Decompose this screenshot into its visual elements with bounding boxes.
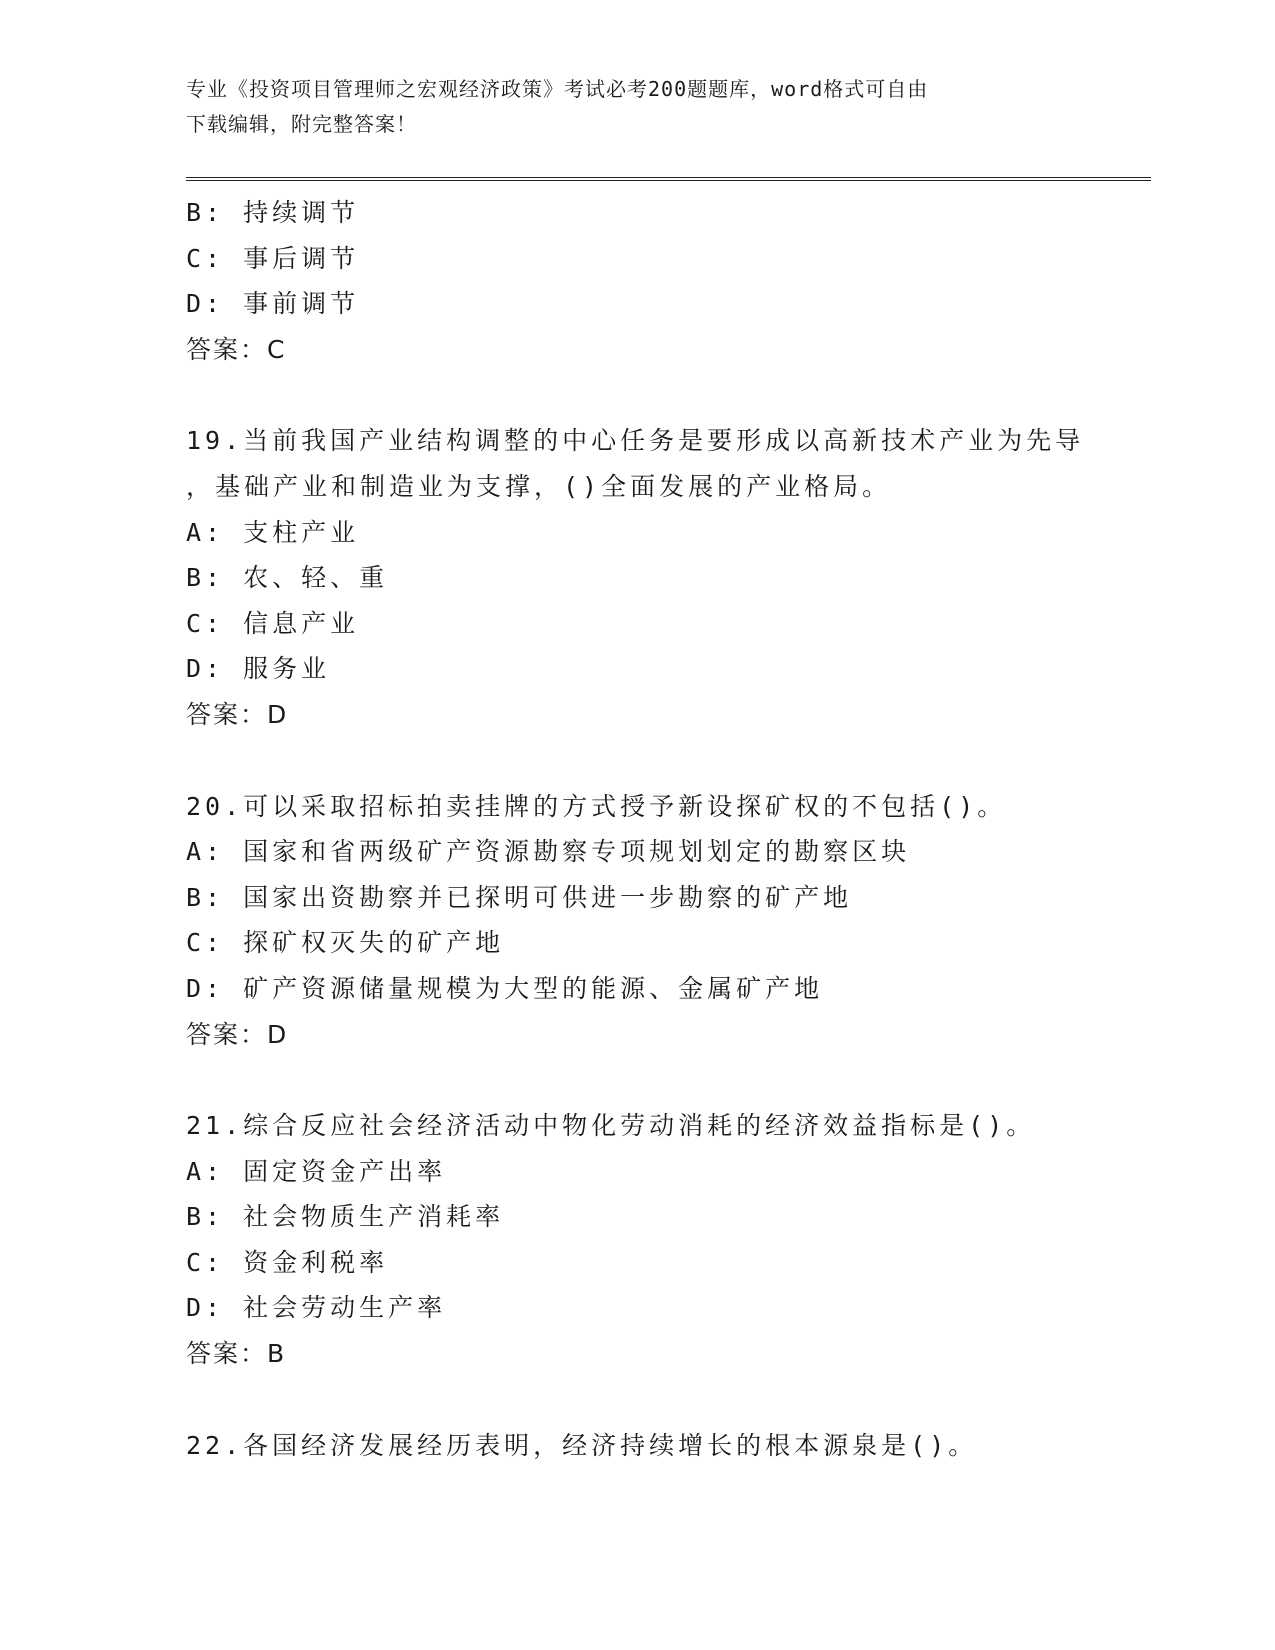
- answer-line: 答案：C: [186, 334, 287, 364]
- question-list: [186, 190, 1151, 1468]
- question-stem: 20.可以采取招标拍卖挂牌的方式授予新设探矿权的不包括()。: [186, 791, 1007, 821]
- question-21: [186, 1103, 1151, 1377]
- question-19: [186, 418, 1151, 737]
- option-a: A: 国家和省两级矿产资源勘察专项规划划定的勘察区块: [186, 837, 911, 867]
- option-d: D: 服务业: [186, 654, 331, 684]
- option-c: C: 探矿权灭失的矿产地: [186, 928, 505, 958]
- option-b: B: 持续调节: [186, 198, 360, 227]
- document-header: [186, 72, 1086, 142]
- header-line: 专业《投资项目管理师之宏观经济政策》考试必考200题题库，word格式可自由: [186, 77, 929, 101]
- header-line: 下载编辑，附完整答案！: [186, 112, 417, 136]
- question-stem: 19.当前我国产业结构调整的中心任务是要形成以高新技术产业为先导: [186, 426, 1085, 456]
- option-c: C: 资金利税率: [186, 1247, 389, 1277]
- option-c: C: 事后调节: [186, 243, 360, 273]
- answer-line: 答案：D: [186, 1019, 289, 1049]
- question-22: [186, 1423, 1151, 1469]
- answer-line: 答案：D: [186, 699, 289, 729]
- prev-question-tail: [186, 190, 1151, 372]
- option-b: B: 国家出资勘察并已探明可供进一步勘察的矿产地: [186, 882, 853, 912]
- question-stem: 21.综合反应社会经济活动中物化劳动消耗的经济效益指标是()。: [186, 1111, 1036, 1141]
- question-stem: ，基础产业和制造业为支撑，()全面发展的产业格局。: [186, 471, 892, 501]
- question-20: [186, 784, 1151, 1058]
- header-divider: [186, 177, 1151, 181]
- option-b: B: 社会物质生产消耗率: [186, 1202, 505, 1232]
- option-d: D: 矿产资源储量规模为大型的能源、金属矿产地: [186, 973, 824, 1003]
- option-d: D: 社会劳动生产率: [186, 1293, 447, 1323]
- option-c: C: 信息产业: [186, 608, 360, 638]
- option-a: A: 固定资金产出率: [186, 1156, 447, 1186]
- option-a: A: 支柱产业: [186, 517, 360, 547]
- option-d: D: 事前调节: [186, 289, 360, 319]
- question-stem: 22.各国经济发展经历表明，经济持续增长的根本源泉是()。: [186, 1430, 978, 1460]
- option-b: B: 农、轻、重: [186, 563, 389, 593]
- answer-line: 答案：B: [186, 1339, 287, 1369]
